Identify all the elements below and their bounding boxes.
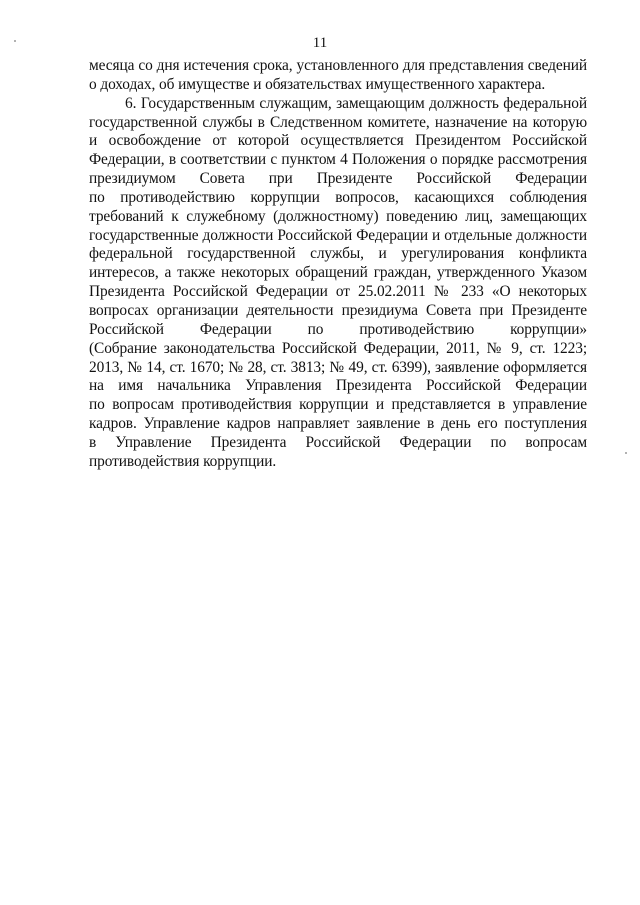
scan-speck: [625, 452, 627, 454]
text-line: требований к служебному (должностному) поведению лиц, замещающих: [89, 207, 587, 225]
text-line: Президента Российской Федерации от 25.02.2011 № 233 «О некоторых: [89, 283, 587, 301]
paragraph-6-first-line: 6. Государственным служащим, замещающим должность федеральной: [125, 94, 587, 112]
text-line: президиумом Совета при Президенте Российской Федерации: [89, 170, 587, 188]
text-line: месяца со дня истечения срока, установленного для представления сведений: [89, 57, 587, 74]
text-line: государственные должности Российской Федерации и отдельные должности: [89, 226, 587, 244]
text-line: Федерации, в соответствии с пунктом 4 Положения о порядке рассмотрения: [89, 151, 587, 169]
text-line: 2013, № 14, ст. 1670; № 28, ст. 3813; № 49, ст. 6399), заявление оформляется: [89, 358, 587, 376]
text-line: федеральной государственной службы, и урегулирования конфликта: [89, 245, 587, 263]
text-line: противодействия коррупции.: [89, 452, 277, 470]
text-line: государственной службы в Следственном комитете, назначение на которую: [89, 113, 587, 131]
text-line: интересов, а также некоторых обращений граждан, утвержденного Указом: [89, 264, 587, 282]
text-line: и освобождение от которой осуществляется Президентом Российской: [89, 132, 587, 150]
text-line: о доходах, об имуществе и обязательствах имущественного характера.: [89, 75, 546, 93]
page-number: 11: [312, 35, 328, 51]
text-line: вопросах организации деятельности президиума Совета при Президенте: [89, 301, 587, 319]
text-line: в Управление Президента Российской Федерации по вопросам: [89, 433, 587, 451]
text-line: (Собрание законодательства Российской Федерации, 2011, № 9, ст. 1223;: [89, 339, 587, 357]
text-line: кадров. Управление кадров направляет заявление в день его поступления: [89, 415, 587, 433]
text-line: Российской Федерации по противодействию коррупции»: [89, 320, 587, 338]
text-line: на имя начальника Управления Президента Российской Федерации: [89, 377, 587, 395]
document-body: [89, 57, 587, 472]
text-line: по противодействию коррупции вопросов, касающихся соблюдения: [89, 188, 587, 206]
text-line: по вопросам противодействия коррупции и представляется в управление: [89, 396, 587, 414]
